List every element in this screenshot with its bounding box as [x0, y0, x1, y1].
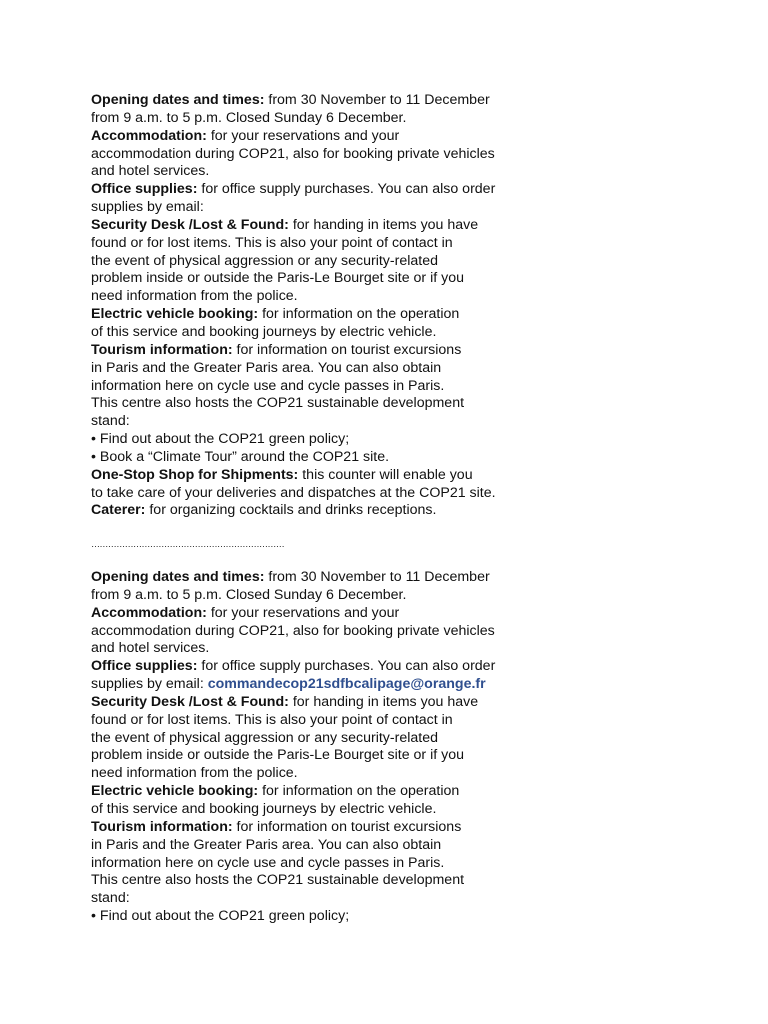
- heading-electric-vehicle: Electric vehicle booking:: [91, 783, 259, 800]
- text-line: Opening dates and times: from 30 November to 11 December: [91, 569, 490, 585]
- heading-security-desk: Security Desk /Lost & Found:: [91, 693, 289, 710]
- heading-accommodation: Accommodation:: [91, 604, 207, 621]
- heading-tourism-information: Tourism information:: [91, 818, 233, 835]
- bullet-item: • Find out about the COP21 green policy;: [91, 431, 350, 448]
- bullet-item: • Book a “Climate Tour” around the COP21 site.: [91, 448, 390, 465]
- heading-office-supplies: Office supplies:: [91, 658, 198, 675]
- text-line: and hotel services.: [91, 640, 210, 657]
- text-line: Electric vehicle booking: for information on the operation: [91, 783, 460, 800]
- text-line: Caterer: for organizing cocktails and drinks receptions.: [91, 502, 437, 519]
- text-line: in Paris and the Greater Paris area. You can also obtain: [91, 359, 442, 376]
- text-line: supplies by email:: [91, 199, 204, 216]
- text-line: accommodation during COP21, also for booking private vehicles: [91, 145, 495, 162]
- text-line: This centre also hosts the COP21 sustainable development: [91, 872, 465, 889]
- text-line: Office supplies: for office supply purchases. You can also order: [91, 658, 496, 675]
- text-line: need information from the police.: [91, 288, 298, 305]
- text-line: stand:: [91, 413, 130, 430]
- services-info-block-2: [91, 569, 551, 926]
- text-line: Office supplies: for office supply purchases. You can also order: [91, 181, 496, 198]
- text-line: of this service and booking journeys by electric vehicle.: [91, 800, 437, 817]
- text-line: of this service and booking journeys by electric vehicle.: [91, 323, 437, 340]
- text-line: Accommodation: for your reservations and your: [91, 127, 400, 144]
- text-line: Security Desk /Lost & Found: for handing in items you have: [91, 216, 479, 233]
- text-line: This centre also hosts the COP21 sustainable development: [91, 395, 465, 412]
- text-line: from 9 a.m. to 5 p.m. Closed Sunday 6 December.: [91, 109, 407, 126]
- dotted-separator: ……………………………………………………………: [91, 539, 285, 549]
- text-line: problem inside or outside the Paris-Le Bourget site or if you: [91, 747, 465, 764]
- text-line: Opening dates and times: from 30 November to 11 December: [91, 92, 490, 108]
- text-line: Electric vehicle booking: for information on the operation: [91, 306, 460, 323]
- text-line: One-Stop Shop for Shipments: this counter will enable you: [91, 466, 473, 483]
- text-line: found or for lost items. This is also your point of contact in: [91, 711, 453, 728]
- text-line: accommodation during COP21, also for booking private vehicles: [91, 622, 495, 639]
- text-line: Accommodation: for your reservations and your: [91, 604, 400, 621]
- text-line: in Paris and the Greater Paris area. You can also obtain: [91, 836, 442, 853]
- email-link[interactable]: commandecop21sdfbcalipage@orange.fr: [207, 676, 486, 693]
- text-line: found or for lost items. This is also your point of contact in: [91, 234, 453, 251]
- text-line: Tourism information: for information on tourist excursions: [91, 341, 462, 358]
- text-line: the event of physical aggression or any security-related: [91, 252, 438, 269]
- text-line: to take care of your deliveries and dispatches at the COP21 site.: [91, 484, 496, 501]
- text-line: need information from the police.: [91, 765, 298, 782]
- text-line: stand:: [91, 890, 130, 907]
- text-line: information here on cycle use and cycle passes in Paris.: [91, 854, 445, 871]
- text-line: and hotel services.: [91, 163, 210, 180]
- bullet-item: • Find out about the COP21 green policy;: [91, 908, 350, 925]
- text-line: problem inside or outside the Paris-Le Bourget site or if you: [91, 270, 465, 287]
- text-line: information here on cycle use and cycle passes in Paris.: [91, 377, 445, 394]
- heading-opening-dates: Opening dates and times:: [91, 569, 265, 585]
- text-line: Tourism information: for information on tourist excursions: [91, 818, 462, 835]
- text-line: supplies by email: commandecop21sdfbcalipage@orange.fr: [91, 676, 486, 693]
- services-info-block-1: [91, 92, 551, 520]
- text-line: from 9 a.m. to 5 p.m. Closed Sunday 6 December.: [91, 586, 407, 603]
- text-line: Security Desk /Lost & Found: for handing in items you have: [91, 693, 479, 710]
- text-line: the event of physical aggression or any security-related: [91, 729, 438, 746]
